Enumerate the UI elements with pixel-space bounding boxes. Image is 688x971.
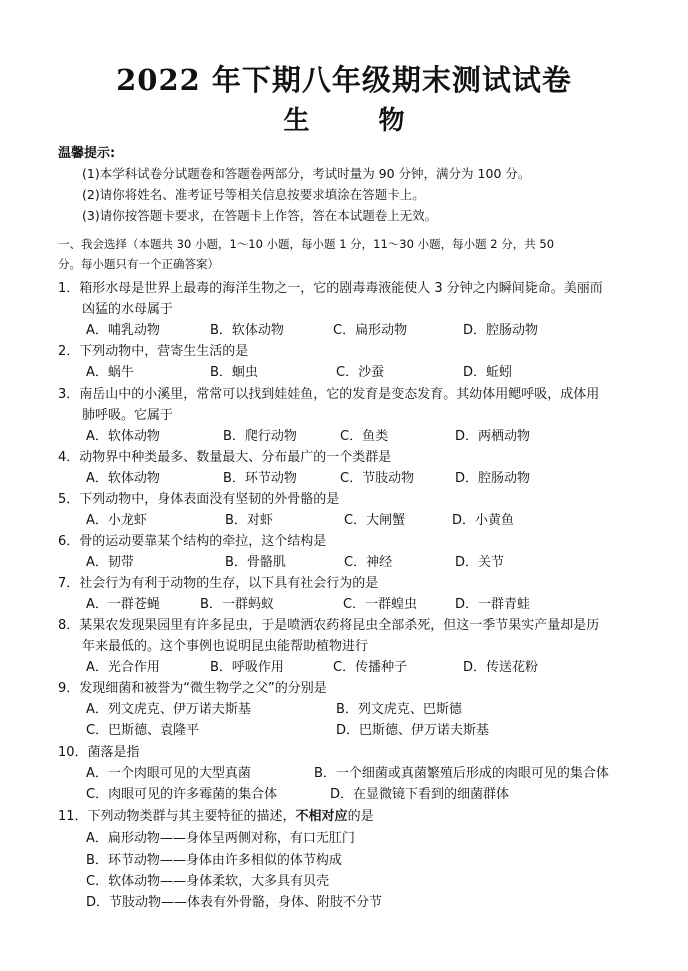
subject-title: 生 物 [283, 106, 435, 136]
question-9-option-c: C．巴斯德、袁隆平 [86, 723, 200, 738]
question-1-stem-cont: 凶猛的水母属于 [82, 302, 174, 317]
question-7-option-a: A．一群苍蝇 [86, 597, 160, 612]
question-8-stem: 8．某果农发现果园里有许多昆虫，于是喷洒农药将昆虫全部杀死，但这一季节果实产量却是历 [58, 618, 600, 633]
question-11-option-d: D．节肢动物——体表有外骨骼，身体、附肢不分节 [86, 895, 383, 910]
question-7-option-c: C．一群蝗虫 [343, 597, 418, 612]
question-1-option-c: C．扁形动物 [333, 323, 408, 338]
question-8-option-d: D．传送花粉 [463, 660, 539, 675]
question-5-option-c: C．大闸蟹 [344, 513, 406, 528]
question-3-option-b: B．爬行动物 [223, 429, 297, 444]
question-8-option-a: A．光合作用 [86, 660, 160, 675]
question-9-stem: 9．发现细菌和被誉为“微生物学之父”的分别是 [58, 681, 327, 696]
question-1-option-a: A．哺乳动物 [86, 323, 160, 338]
question-8-stem-cont: 年来最低的。这个事例也说明昆虫能帮助植物进行 [82, 639, 369, 654]
question-4-option-c: C．节肢动物 [340, 471, 415, 486]
question-11-emphasis: 不相对应 [295, 809, 348, 824]
question-11-option-a: A．扁形动物——身体呈两侧对称，有口无肛门 [86, 831, 355, 846]
section-instructions-cont: 分。每小题只有一个正确答案） [58, 257, 219, 271]
question-2-option-c: C．沙蚕 [336, 365, 385, 380]
question-1-stem: 1．箱形水母是世界上最毒的海洋生物之一，它的剧毒毒液能使人 3 分钟之内瞬间毙命。美丽而 [58, 281, 603, 296]
question-6-option-c: C．神经 [344, 555, 393, 570]
question-11-stem-prefix: 11．下列动物类群与其主要特征的描述， [58, 809, 296, 824]
question-9-option-d: D．巴斯德、伊万诺夫斯基 [336, 723, 490, 738]
question-7-option-b: B．一群蚂蚁 [200, 597, 274, 612]
question-3-stem-cont: 肺呼吸。它属于 [82, 408, 174, 423]
question-6-option-a: A．韧带 [86, 555, 134, 570]
question-3-stem: 3．南岳山中的小溪里，常常可以找到娃娃鱼，它的发育是变态发育。其幼体用鳃呼吸，成体用 [58, 387, 600, 402]
question-8-option-b: B．呼吸作用 [210, 660, 284, 675]
question-4-option-d: D．腔肠动物 [455, 471, 531, 486]
question-6-stem: 6．骨的运动要靠某个结构的牵拉，这个结构是 [58, 534, 327, 549]
question-2-stem: 2．下列动物中，营寄生生活的是 [58, 344, 249, 359]
page-title: 2022 年下期八年级期末测试试卷 [116, 63, 572, 97]
tip-item: (3)请你按答题卡要求，在答题卡上作答，答在本试题卷上无效。 [82, 208, 438, 223]
question-7-stem: 7．社会行为有利于动物的生存，以下具有社会行为的是 [58, 576, 379, 591]
question-1-option-d: D．腔肠动物 [463, 323, 539, 338]
section-instructions: 一、我会选择（本题共 30 小题，1～10 小题，每小题 1 分，11～30 小题，每小题 2 分，共 50 [58, 237, 555, 251]
question-4-stem: 4．动物界中种类最多、数量最大、分布最广的一个类群是 [58, 450, 392, 465]
question-10-option-a: A．一个肉眼可见的大型真菌 [86, 766, 251, 781]
question-4-option-a: A．软体动物 [86, 471, 160, 486]
question-11-option-c: C．软体动物——身体柔软，大多具有贝壳 [86, 874, 330, 889]
question-3-option-c: C．鱼类 [340, 429, 389, 444]
question-10-option-b: B．一个细菌或真菌繁殖后形成的肉眼可见的集合体 [314, 766, 609, 781]
question-2-option-b: B．蛔虫 [210, 365, 258, 380]
question-11-option-b: B．环节动物——身体由许多相似的体节构成 [86, 853, 342, 868]
question-9-option-b: B．列文虎克、巴斯德 [336, 702, 462, 717]
question-10-stem: 10．菌落是指 [58, 745, 140, 760]
question-1-option-b: B．软体动物 [210, 323, 284, 338]
question-3-option-a: A．软体动物 [86, 429, 160, 444]
question-8-option-c: C．传播种子 [333, 660, 408, 675]
question-2-option-a: A．蜗牛 [86, 365, 134, 380]
question-6-option-b: B．骨骼肌 [225, 555, 286, 570]
tip-item: (1)本学科试卷分试题卷和答题卷两部分，考试时量为 90 分钟，满分为 100 分。 [82, 166, 531, 181]
question-10-option-d: D．在显微镜下看到的细菌群体 [330, 787, 510, 802]
question-2-option-d: D．蚯蚓 [463, 365, 513, 380]
question-5-option-b: B．对虾 [225, 513, 273, 528]
tips-heading: 温馨提示: [58, 146, 116, 161]
question-11-stem-suffix: 的是 [347, 809, 374, 824]
question-5-stem: 5．下列动物中，身体表面没有坚韧的外骨骼的是 [58, 492, 340, 507]
question-5-option-d: D．小黄鱼 [452, 513, 515, 528]
question-11-stem [58, 805, 374, 824]
question-9-option-a: A．列文虎克、伊万诺夫斯基 [86, 702, 251, 717]
question-5-option-a: A．小龙虾 [86, 513, 147, 528]
question-6-option-d: D．关节 [455, 555, 505, 570]
question-7-option-d: D．一群青蛙 [455, 597, 531, 612]
question-10-option-c: C．肉眼可见的许多霉菌的集合体 [86, 787, 278, 802]
question-3-option-d: D．两栖动物 [455, 429, 531, 444]
tip-item: (2)请你将姓名、准考证号等相关信息按要求填涂在答题卡上。 [82, 187, 425, 202]
question-4-option-b: B．环节动物 [223, 471, 297, 486]
